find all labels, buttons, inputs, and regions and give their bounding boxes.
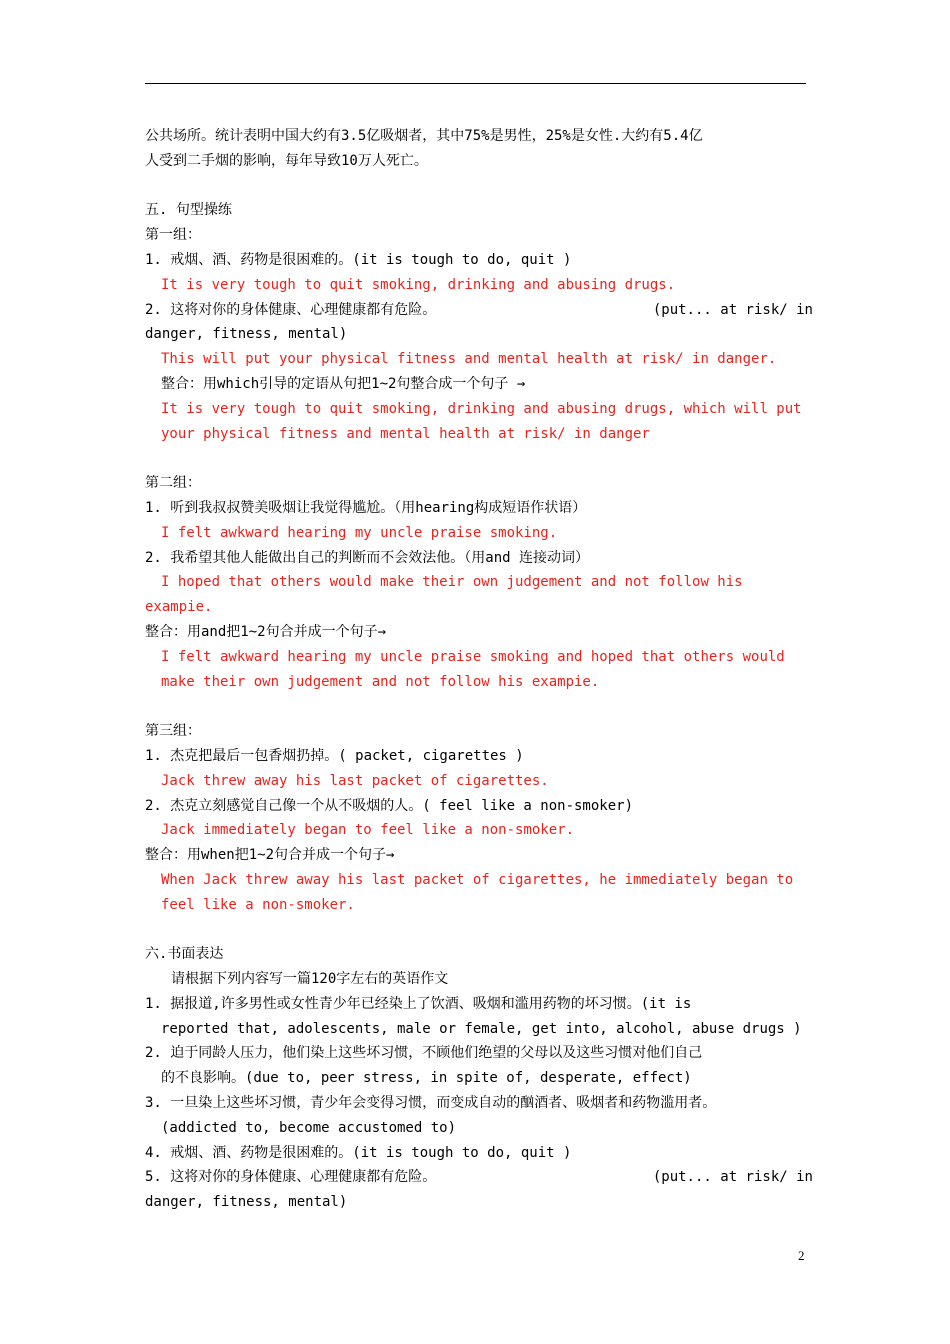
answer: It is very tough to quit smoking, drinking and abusing drugs. (161, 276, 676, 293)
writing-instruction: 请根据下列内容写一篇120字左右的英语作文 (171, 971, 449, 988)
writing-item (145, 1165, 813, 1190)
answer: I felt awkward hearing my uncle praise smoking. (161, 524, 558, 541)
group-title: 第一组： (145, 227, 201, 244)
blank-line (145, 446, 813, 471)
writing-item: 1. 据报道,许多男性或女性青少年已经染上了饮酒、吸烟和滥用药物的坏习惯。(it is (145, 995, 692, 1012)
combined-answer: It is very tough to quit smoking, drinking and abusing drugs, which will put (161, 400, 802, 417)
answer: I hoped that others would make their own judgement and not follow his (161, 574, 743, 591)
question: 2. 我希望其他人能做出自己的判断而不会效法他。（用and 连接动词） (145, 549, 589, 566)
question: 1. 杰克把最后一包香烟扔掉。( packet, cigarettes ) (145, 747, 524, 764)
section-heading: 六.书面表达 (145, 946, 224, 963)
answer: Jack threw away his last packet of cigarettes. (161, 772, 549, 789)
combine-instruction: 整合：用when把1~2句合并成一个句子→ (145, 847, 395, 864)
document-body (145, 124, 813, 1215)
writing-item: 3. 一旦染上这些坏习惯，青少年会变得习惯，而变成自动的酗酒者、吸烟者和药物滥用者。 (145, 1095, 717, 1112)
writing-item-text: 5. 这将对你的身体健康、心理健康都有危险。 (145, 1169, 437, 1186)
writing-item-continued: reported that, adolescents, male or female, get into, alcohol, abuse drugs ) (161, 1020, 802, 1037)
group-title: 第三组： (145, 723, 201, 740)
question (145, 298, 813, 323)
header-rule (145, 83, 806, 84)
question-hint: (put... at risk/ in (652, 301, 813, 318)
question-continued: danger, fitness, mental) (145, 326, 348, 343)
writing-item-hint: (put... at risk/ in (652, 1169, 813, 1186)
combine-instruction: 整合：用and把1~2句合并成一个句子→ (145, 623, 387, 640)
section-heading: 五. 句型操练 (145, 202, 232, 219)
question: 1. 戒烟、酒、药物是很困难的。(it is tough to do, quit ) (145, 251, 572, 268)
blank-line (145, 918, 813, 943)
paragraph-line: 公共场所。统计表明中国大约有3.5亿吸烟者，其中75%是男性，25%是女性.大约有5.4亿 (145, 128, 703, 144)
group-title: 第二组： (145, 475, 201, 492)
combine-instruction: 整合：用which引导的定语从句把1~2句整合成一个句子 → (161, 375, 526, 392)
blank-line (145, 694, 813, 719)
writing-item: 4. 戒烟、酒、药物是很困难的。(it is tough to do, quit ) (145, 1144, 572, 1161)
writing-item-continued: danger, fitness, mental) (145, 1194, 348, 1211)
combined-answer: When Jack threw away his last packet of cigarettes, he immediately began to (161, 871, 794, 888)
writing-item: 2. 迫于同龄人压力，他们染上这些坏习惯，不顾他们绝望的父母以及这些习惯对他们自己 (145, 1045, 703, 1062)
writing-item-continued: 的不良影响。(due to, peer stress, in spite of, desperate, effect) (161, 1070, 692, 1087)
answer: This will put your physical fitness and mental health at risk/ in danger. (161, 351, 777, 368)
combined-answer: your physical fitness and mental health at risk/ in danger (161, 425, 650, 442)
writing-item-continued: (addicted to, become accustomed to) (161, 1119, 457, 1136)
blank-line (145, 174, 813, 199)
question-text: 2. 这将对你的身体健康、心理健康都有危险。 (145, 301, 437, 318)
paragraph-line: 人受到二手烟的影响，每年导致10万人死亡。 (145, 152, 428, 169)
answer: Jack immediately began to feel like a non-smoker. (161, 822, 575, 839)
combined-answer: I felt awkward hearing my uncle praise smoking and hoped that others would (161, 648, 785, 665)
combined-answer: feel like a non-smoker. (161, 896, 355, 913)
question: 2. 杰克立刻感觉自己像一个从不吸烟的人。( feel like a non-smoker) (145, 797, 634, 814)
combined-answer: make their own judgement and not follow his exampie. (161, 673, 600, 690)
page-number: 2 (798, 1248, 805, 1263)
question: 1. 听到我叔叔赞美吸烟让我觉得尴尬。（用hearing构成短语作状语） (145, 499, 587, 516)
answer-continued: exampie. (145, 599, 213, 616)
